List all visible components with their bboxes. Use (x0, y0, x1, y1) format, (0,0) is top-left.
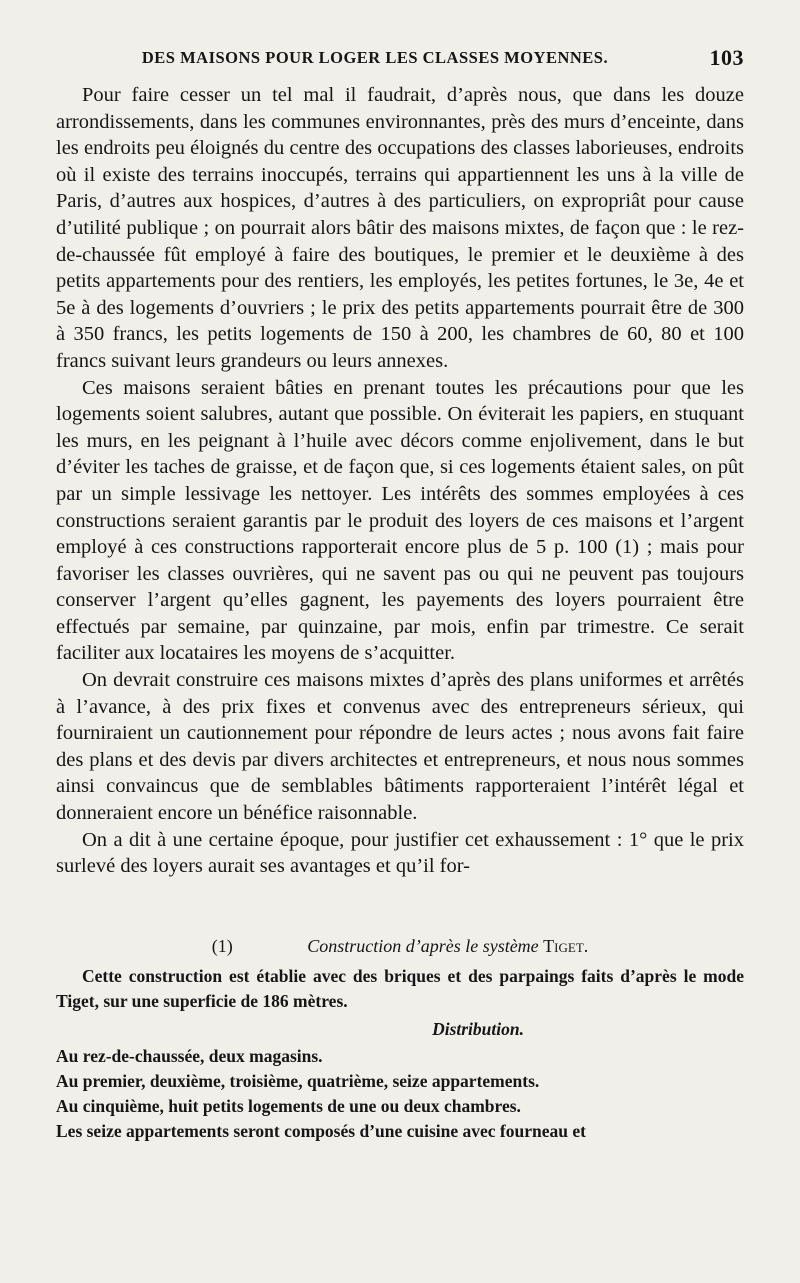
footnote-subheading: Distribution. (432, 1018, 524, 1039)
footnote-mark: (1) (211, 935, 233, 956)
paragraph: On a dit à une certaine époque, pour justifier cet exhaussement : 1° que le prix surlevé des loyers aurait ses avantages et qu’il for- (56, 828, 744, 878)
footnote-line: Au premier, deuxième, troisième, quatrième, seize appartements. (56, 1070, 540, 1091)
footnote-line: Au cinquième, huit petits logements de une ou deux chambres. (56, 1095, 521, 1116)
footnote-title-name: Tiget. (543, 935, 589, 956)
footnote-separator (56, 880, 744, 924)
paragraph: On devrait construire ces maisons mixtes d’après des plans uniformes et arrêtés à l’avance, à des prix fixes et convenus avec des entrepreneurs sérieux, qui fourniraient un cautionnement pour répondre de leurs actes ; nous avons fait faire des plans et des devis par divers architectes et entrepreneurs, et nous nous sommes ainsi convaincus que de semblables bâtiments rapporteraient l’intérêt légal et donneraient encore un bénéfice raisonnable. (56, 669, 744, 825)
footnote-line: Les seize appartements seront composés d’une cuisine avec fourneau et (56, 1120, 586, 1141)
footnote-title (56, 932, 744, 960)
running-title: DES MAISONS POUR LOGER LES CLASSES MOYENNES. (141, 48, 609, 67)
footnote (56, 932, 744, 1144)
body-text (56, 82, 744, 880)
paragraph: Pour faire cesser un tel mal il faudrait, d’après nous, que dans les douze arrondissements, dans les communes environnantes, près des murs d’enceinte, dans les endroits peu éloignés du centre des occupations des classes laborieuses, endroits où il existe des terrains inoccupés, terrains qui appartiennent les uns à la ville de Paris, d’autres aux hospices, d’autres à des particuliers, on expropriât pour cause d’utilité publique ; on pourrait alors bâtir des maisons mixtes, de façon que : le rez-de-chaussée fût employé à faire des boutiques, le premier et le deuxième à des petits appartements pour des rentiers, les employés, les petites fortunes, le 3e, 4e et 5e à des logements d’ouvriers ; le prix des petits appartements pourrait être de 300 à 350 francs, les petits logements de 150 à 200, les chambres de 60, 80 et 100 francs suivant leurs grandeurs ou leurs annexes. (56, 84, 744, 372)
footnote-title-prefix: Construction d’après le système (307, 935, 539, 956)
paragraph: Ces maisons seraient bâties en prenant toutes les précautions pour que les logements soient salubres, autant que possible. On éviterait les papiers, en stuquant les murs, en les peignant à l’huile avec décors comme enjolivement, dans le but d’éviter les taches de graisse, et de façon que, si ces logements étaient sales, on pût par un simple lessivage les nettoyer. Les intérêts des sommes employées à ces constructions seraient garantis par le produit des loyers de ces maisons et l’argent employé à ces constructions rapporterait encore plus de 5 p. 100 (1) ; mais pour favoriser les classes ouvrières, qui ne savent pas ou qui ne peuvent pas toujours conserver l’argent qu’elles gagnent, les payements des loyers pourraient être effectués par semaine, par quinzaine, par mois, enfin par trimestre. Ce serait faciliter aux locataires les moyens de s’acquitter. (56, 376, 744, 665)
footnote-intro: Cette construction est établie avec des briques et des parpaings faits d’après le mode Tiget, sur une superficie de 186 mètres. (56, 965, 744, 1011)
footnote-line: Au rez-de-chaussée, deux magasins. (56, 1045, 323, 1066)
running-header (56, 38, 744, 78)
page-number: 103 (709, 45, 744, 70)
